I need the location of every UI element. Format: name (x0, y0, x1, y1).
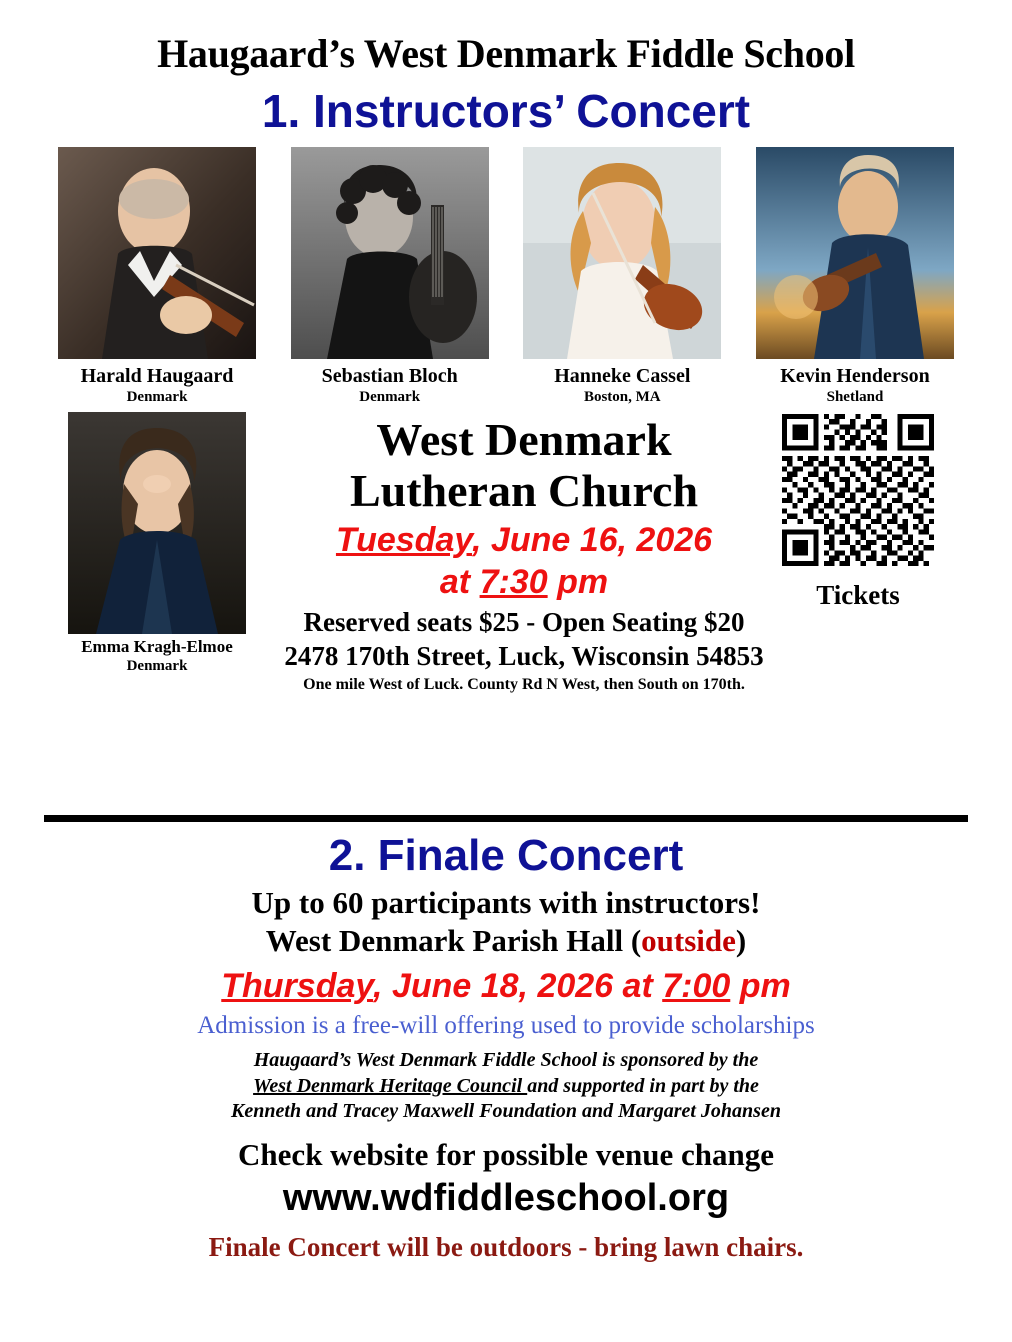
poster (0, 33, 1012, 1342)
tickets-label: Tickets (816, 579, 900, 610)
concert1-day: Tuesday (335, 520, 473, 559)
concert2-section (0, 833, 1012, 1263)
concert2-venue-highlight: outside (641, 923, 736, 959)
concert1-details (250, 414, 798, 694)
portrait-kevin-henderson (756, 147, 954, 359)
concert1-address: 2478 170th Street, Luck, Wisconsin 54853 (284, 641, 764, 672)
concert2-venue-post: ) (735, 923, 747, 959)
sponsor-line-3: Kenneth and Tracey Maxwell Foundation and Margaret Johansen (231, 1100, 781, 1123)
portrait-harald-haugaard (58, 147, 256, 359)
concert1-time (250, 563, 798, 601)
performer-card (523, 147, 721, 406)
concert2-venue (0, 923, 1012, 959)
concert1-prices: Reserved seats $25 - Open Seating $20 (303, 606, 745, 637)
qr-code-icon[interactable] (782, 414, 934, 566)
website-url[interactable]: www.wdfiddleschool.org (282, 1176, 730, 1219)
performer-name: Hanneke Cassel (554, 365, 691, 388)
sponsor-line-2 (0, 1074, 1012, 1100)
performer-card (58, 147, 256, 406)
section-divider (44, 815, 968, 822)
concert2-time-value: 7:00 (662, 967, 731, 1006)
sponsor-line-1: Haugaard’s West Denmark Fiddle School is sponsored by the (253, 1049, 759, 1072)
sponsor-note (0, 1048, 1012, 1125)
concert2-date-mid: , June 18, 2026 at (373, 967, 663, 1006)
performer-location: Denmark (126, 389, 188, 406)
venue-name-line2: Lutheran Church (349, 465, 699, 517)
portrait-sebastian-bloch (291, 147, 489, 359)
performer-card (68, 412, 246, 675)
performer-name: Kevin Henderson (780, 365, 930, 388)
outdoors-note: Finale Concert will be outdoors - bring lawn chairs. (208, 1231, 804, 1262)
concert2-participants: Up to 60 participants with instructors! (251, 885, 761, 921)
concert1-time-value: 7:30 (479, 562, 548, 601)
performer-name: Emma Kragh-Elmoe (81, 636, 233, 656)
performer-location: Denmark (359, 389, 421, 406)
concert2-heading: 2. Finale Concert (328, 831, 684, 880)
performer-location: Denmark (126, 658, 188, 675)
portrait-hanneke-cassel (523, 147, 721, 359)
performer-name: Harald Haugaard (80, 365, 234, 388)
performer-card (291, 147, 489, 406)
page-title: Haugaard’s West Denmark Fiddle School (157, 31, 855, 76)
concert2-time-post: pm (730, 967, 791, 1006)
concert1-time-pre: at (439, 562, 480, 601)
performer-row (18, 147, 994, 406)
performer-card (756, 147, 954, 406)
concert1-directions: One mile West of Luck. County Rd N West, then South on 170th. (303, 676, 745, 694)
concert2-date (0, 967, 1012, 1006)
concert2-day: Thursday (221, 967, 374, 1006)
concert2-admission: Admission is a free-will offering used to provide scholarships (197, 1012, 815, 1040)
performer-location: Shetland (826, 389, 884, 406)
concert2-venue-pre: West Denmark Parish Hall ( (265, 923, 642, 959)
sponsor-line-2-rest: and supported in part by the (527, 1074, 759, 1097)
venue-name-line1: West Denmark (376, 413, 672, 465)
portrait-emma-kragh-elmoe (68, 412, 246, 634)
concert1-heading: 1. Instructors’ Concert (261, 85, 751, 137)
concert1-time-post: pm (547, 562, 609, 601)
performer-name: Sebastian Bloch (321, 365, 458, 388)
performer-location: Boston, MA (583, 389, 661, 406)
concert1-date-rest: , June 16, 2026 (472, 520, 713, 559)
heritage-council-link[interactable]: West Denmark Heritage Council (253, 1074, 528, 1097)
middle-section (18, 412, 994, 742)
website-note: Check website for possible venue change (238, 1136, 774, 1172)
tickets-block[interactable] (770, 414, 946, 611)
concert1-date (250, 521, 798, 559)
